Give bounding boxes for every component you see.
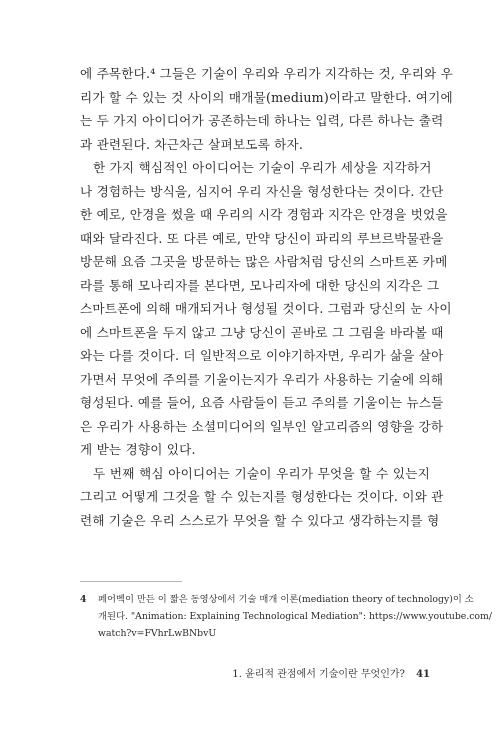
- body-line: 는 두 가지 아이디어가 공존하는데 하나는 입력, 다른 하나는 출력: [80, 113, 444, 128]
- body-line: 때와 달라진다. 또 다른 예로, 만약 당신이 파리의 루브르박물관을: [80, 230, 444, 246]
- body-line: 나 경험하는 방식을, 심지어 우리 자신을 형성한다는 것이다. 간단: [80, 183, 444, 199]
- page-number: 41: [416, 669, 430, 680]
- body-line: 가면서 무엇에 주의를 기울이는지가 우리가 사용하는 기술에 의해: [80, 371, 444, 387]
- body-line: 게 받는 경향이 있다.: [80, 442, 196, 457]
- body-line: 에 스마트폰을 두지 않고 그냥 당신이 곧바로 그 그림을 바라볼 때: [80, 324, 444, 340]
- body-line: 방문해 요즘 그곳을 방문하는 많은 사람처럼 당신의 스마트폰 카메: [80, 254, 448, 269]
- running-footer: [232, 665, 430, 680]
- body-line: 스마트폰에 의해 매개되거나 형성될 것이다. 그럼과 당신의 눈 사이: [80, 301, 452, 316]
- footnote-line: [80, 591, 474, 608]
- chapter-title: 1. 윤리적 관점에서 기술이란 무엇인가?: [232, 669, 405, 680]
- body-line: 과 관련된다. 차근차근 살펴보도록 하자.: [80, 136, 304, 152]
- body-line: 두 번째 핵심 아이디어는 기술이 우리가 무엇을 할 수 있는지: [93, 465, 430, 481]
- body-line: 리가 할 수 있는 것 사이의 매개물(medium)이라고 말한다. 여기에: [80, 89, 453, 105]
- body-line: 한 가지 핵심적인 아이디어는 기술이 우리가 세상을 지각하거: [93, 160, 432, 175]
- body-line: 와는 다를 것이다. 더 일반적으로 이야기하자면, 우리가 삶을 살아: [80, 348, 444, 363]
- body-line: 그리고 어떻게 그것을 할 수 있는지를 형성한다는 것이다. 이와 관: [80, 489, 444, 504]
- body-line: 련해 기술은 우리 스스로가 무엇을 할 수 있다고 생각하는지를 형: [80, 512, 440, 528]
- body-line: 은 우리가 사용하는 소셜미디어의 일부인 알고리즘의 영향을 강하: [80, 418, 444, 434]
- footnote: [80, 591, 492, 642]
- body-text: [80, 62, 453, 532]
- body-line: 라를 통해 모나리자를 본다면, 모나리자에 대한 당신의 지각은 그: [80, 277, 440, 293]
- footnote-line: watch?v=FVhrLwBNbvU: [98, 628, 217, 639]
- body-line: 한 예로, 안경을 썼을 때 우리의 시각 경험과 지각은 안경을 벗었을: [80, 207, 448, 222]
- footnote-number: 4: [80, 594, 87, 605]
- footnote-line: 개된다. "Animation: Explaining Technological Mediation": https://www.youtube.com/: [98, 611, 492, 622]
- footnote-text: 페어벡이 만든 이 짧은 동영상에서 기술 매개 이론(mediation theory of technology)이 소: [98, 594, 474, 605]
- body-line: 에 주목한다.⁴ 그들은 기술이 우리와 우리가 지각하는 것, 우리와 우: [80, 66, 453, 81]
- footnote-divider: [80, 581, 182, 582]
- body-line: 형성된다. 예를 들어, 요즘 사람들이 듣고 주의를 기울이는 뉴스들: [80, 395, 444, 410]
